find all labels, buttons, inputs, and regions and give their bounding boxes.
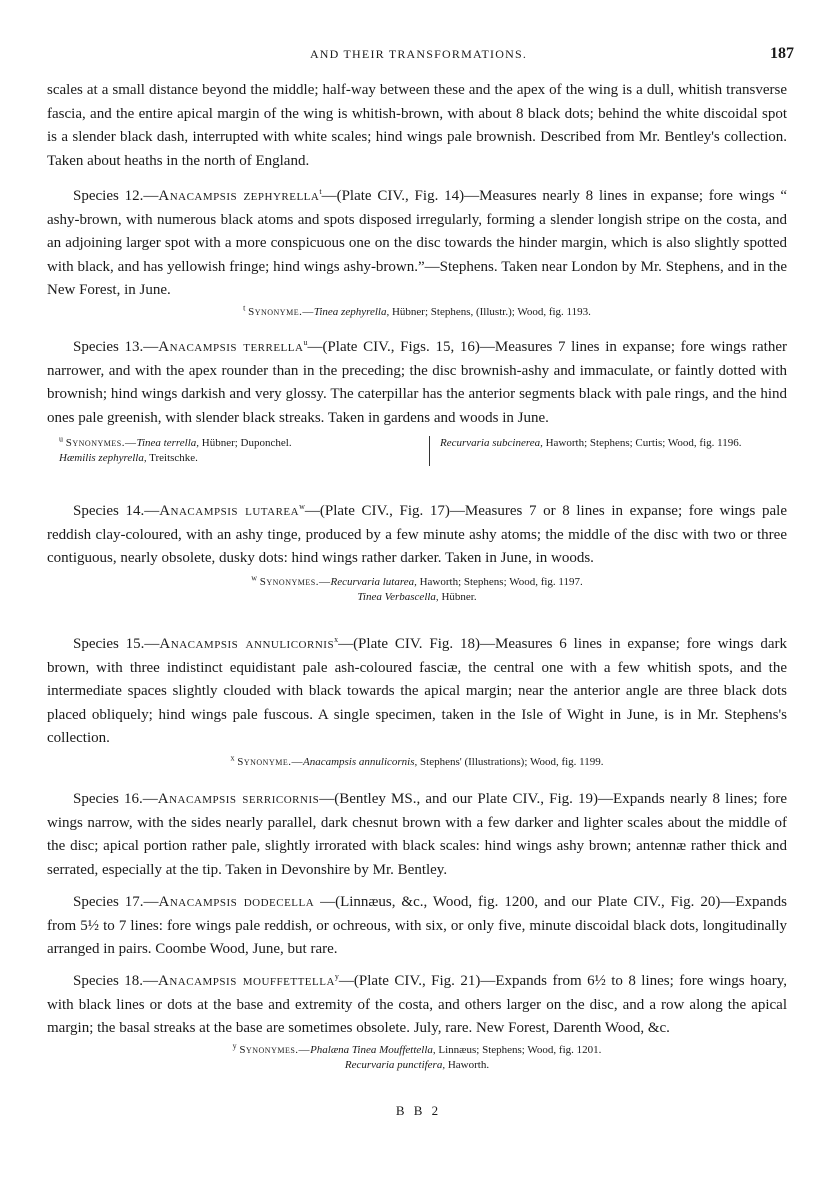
species-15-paragraph (47, 633, 787, 751)
footnote-right-column (429, 436, 785, 466)
species-12-paragraph (47, 185, 787, 303)
species-name: Anacampsis terrella (158, 339, 304, 355)
species-name: Anacampsis mouffettella (158, 973, 335, 989)
species-dash: — (143, 188, 159, 204)
footnote-mark: t (319, 187, 322, 196)
species-16-paragraph (47, 788, 787, 882)
species-label: Species 14. (73, 503, 145, 519)
species-description: —(Plate CIV., Figs. 15, 16)—Measures 7 lines in expanse; fore wings rather narrower, and with the apex rounder than in the preceding; the disc brownish-ashy and immaculate, or faintly dotted with brownish; hind wings darkish and very glossy. The caterpillar has the anterior segments black with pale rings, and the hind ones pale greenish, with slender black streaks. Taken in gardens and woods in June. (47, 339, 787, 426)
footnote-italic: Phalæna Tinea Mouffettella, (310, 1043, 436, 1056)
species-name: Anacampsis lutarea (159, 503, 300, 519)
fraction: 6½ (587, 973, 606, 989)
footnote-text: Hübner; Stephens, (Illustr.); Wood, fig. 1193. (389, 305, 591, 318)
footnote-italic: Recurvaria lutarea, (330, 575, 417, 588)
footnote-text: Hübner. (438, 590, 477, 603)
species-14-paragraph (47, 500, 787, 571)
species-17-block (47, 891, 787, 962)
footnote-italic: Tinea zephyrella, (313, 305, 390, 318)
footnote (47, 752, 787, 770)
species-13-block (47, 336, 787, 466)
species-label: Species 17. (73, 894, 144, 910)
footnote-left-column (47, 436, 409, 466)
species-description: —(Linnæus, &c., Wood, fig. 1200, and our Plate CIV., Fig. 20)—Expands from (47, 894, 787, 934)
footnote (47, 302, 787, 320)
species-label: Species 18. (73, 973, 144, 989)
species-dash: — (142, 791, 158, 807)
footnote-italic: Hæmilis zephyrella, (59, 452, 147, 464)
footnote-mark: u (59, 434, 63, 444)
species-description: —(Plate CIV., Fig. 21)—Expands from (338, 973, 588, 989)
footnote-text: Haworth; Stephens; Wood, fig. 1197. (416, 575, 583, 588)
species-description: —(Plate CIV., Fig. 14)—Measures nearly 8 lines in expanse; fore wings “ ashy-brown, with numerous black atoms and spots disposed irregularly, forming a slender longish stripe on the costa, and an adjoining larger spot with a more conspicuous one on the disc towards the hinder margin, which is also slightly spotted with black, and has yellowish fringe; hind wings ashy-brown.”—Stephens. Taken near London by Mr. Stephens, and in the New Forest, in June. (47, 188, 788, 298)
footnote-label: Synonyme.— (248, 305, 314, 318)
footnote-text: Treitschke. (146, 452, 198, 464)
species-12-block (47, 185, 787, 320)
species-18-paragraph (47, 970, 787, 1041)
footnote-label: Synonymes.— (65, 437, 137, 449)
species-dash: — (144, 503, 160, 519)
footnote-label: Synonymes.— (239, 1043, 311, 1056)
footnote-text: Stephens' (Illustrations); Wood, fig. 1199. (417, 755, 604, 768)
footnote (47, 572, 787, 605)
species-description: —(Plate CIV. Fig. 18)—Measures 6 lines in expanse; fore wings dark brown, with three indistinct equidistant pale ash-coloured fasciæ, the central one with a few whitish spots, and the intermediate spaces slightly clouded with black towards the apical margin; near the anterior angle are three black dots placed obliquely; hind wings pale fuscous. A single specimen, taken in the Isle of Wight in June, is in Mr. Stephens's collection. (47, 636, 787, 746)
footnote-mark: y (334, 972, 339, 981)
species-name: Anacampsis dodecella (158, 894, 315, 910)
species-dash: — (143, 894, 159, 910)
footnote-columns (47, 436, 787, 466)
species-14-block (47, 500, 787, 605)
species-18-block (47, 970, 787, 1073)
footnote-text: Hübner; Duponchel. (199, 437, 292, 449)
footnote-text: Linnæus; Stephens; Wood, fig. 1201. (435, 1043, 602, 1056)
footnote-italic: Recurvaria subcinerea, (440, 437, 543, 449)
footnote-mark: y (232, 1040, 237, 1050)
footnote-mark: x (230, 752, 235, 762)
species-16-block (47, 788, 787, 882)
species-13-paragraph (47, 336, 787, 430)
species-label: Species 13. (73, 339, 144, 355)
footnote-text: Haworth; Stephens; Curtis; Wood, fig. 1196. (542, 437, 742, 449)
species-description: —(Plate CIV., Fig. 17)—Measures 7 or 8 lines in expanse; fore wings pale reddish clay-coloured, with an ashy tinge, produced by a few minute ashy atoms; the middle of the disc with two or three contiguous, nearly obsolete, dusky dots: hind wings rather darker. Taken in June, in woods. (47, 503, 787, 566)
intro-block (47, 79, 787, 173)
species-dash: — (144, 636, 160, 652)
footnote-label: Synonyme.— (237, 755, 303, 768)
footnote-italic: Recurvaria punctifera, (344, 1058, 446, 1071)
species-name: Anacampsis zephyrella (158, 188, 320, 204)
footnote-italic: Anacampsis annulicornis, (302, 755, 418, 768)
footnote-italic: Tinea Verbascella, (357, 590, 439, 603)
species-description: to 8 lines; fore wings hoary, with black lines or dots at the base and extremity of the costa, and others larger on the disc, and a row along the apical margin; the basal streaks at the base are sometimes obsolete. July, rare. New Forest, Darenth Wood, &c. (47, 973, 787, 1036)
footnote-mark: t (243, 302, 246, 312)
species-label: Species 12. (73, 188, 144, 204)
footnote-label: Synonymes.— (259, 575, 331, 588)
footnote-text: Haworth. (445, 1058, 490, 1071)
species-dash: — (143, 339, 159, 355)
footnote-mark: w (251, 572, 257, 582)
species-17-paragraph (47, 891, 787, 962)
species-label: Species 15. (73, 636, 145, 652)
footnote-mark: w (299, 502, 305, 511)
species-name: Anacampsis serricornis (157, 791, 320, 807)
species-dash: — (143, 973, 159, 989)
species-name: Anacampsis annulicornis (159, 636, 335, 652)
page-number: 187 (770, 45, 794, 62)
species-description: —(Bentley MS., and our Plate CIV., Fig. 19)—Expands nearly 8 lines; fore wings narrow, with the sides nearly parallel, dark chesnut brown with a few darker and lighter scales about the middle of the disc; apical portion rather pale, slightly irrorated with black scales: hind wings ashy brown; antennæ rather thick and serrated, especially at the tip. Taken in Devonshire by Mr. Bentley. (47, 791, 787, 878)
page-header (0, 47, 837, 69)
signature-mark: B B 2 (395, 1103, 442, 1118)
footnote (47, 1040, 787, 1073)
footnote-italic: Tinea terrella, (136, 437, 200, 449)
species-15-block (47, 633, 787, 770)
intro-paragraph: scales at a small distance beyond the middle; half-way between these and the apex of the wing is a dull, whitish transverse fascia, and the entire apical margin of the wing is whitish-brown, with about 8 black dots; behind the white discoidal spot is a slender black dash, interrupted with white scales; hind wings pale brownish. Described from Mr. Bentley's collection. Taken about heaths in the north of England. (47, 82, 787, 169)
footnote-mark: x (334, 635, 339, 644)
fraction: 5½ (80, 917, 99, 934)
species-description: to 7 lines: fore wings pale reddish, or ochreous, with six, or only five, minute discoidal black dots, longitudinally arranged in pairs. Coombe Wood, June, but rare. (47, 917, 787, 957)
species-label: Species 16. (73, 791, 143, 807)
footnote-mark: u (303, 338, 308, 347)
running-title: AND THEIR TRANSFORMATIONS. (309, 47, 528, 61)
